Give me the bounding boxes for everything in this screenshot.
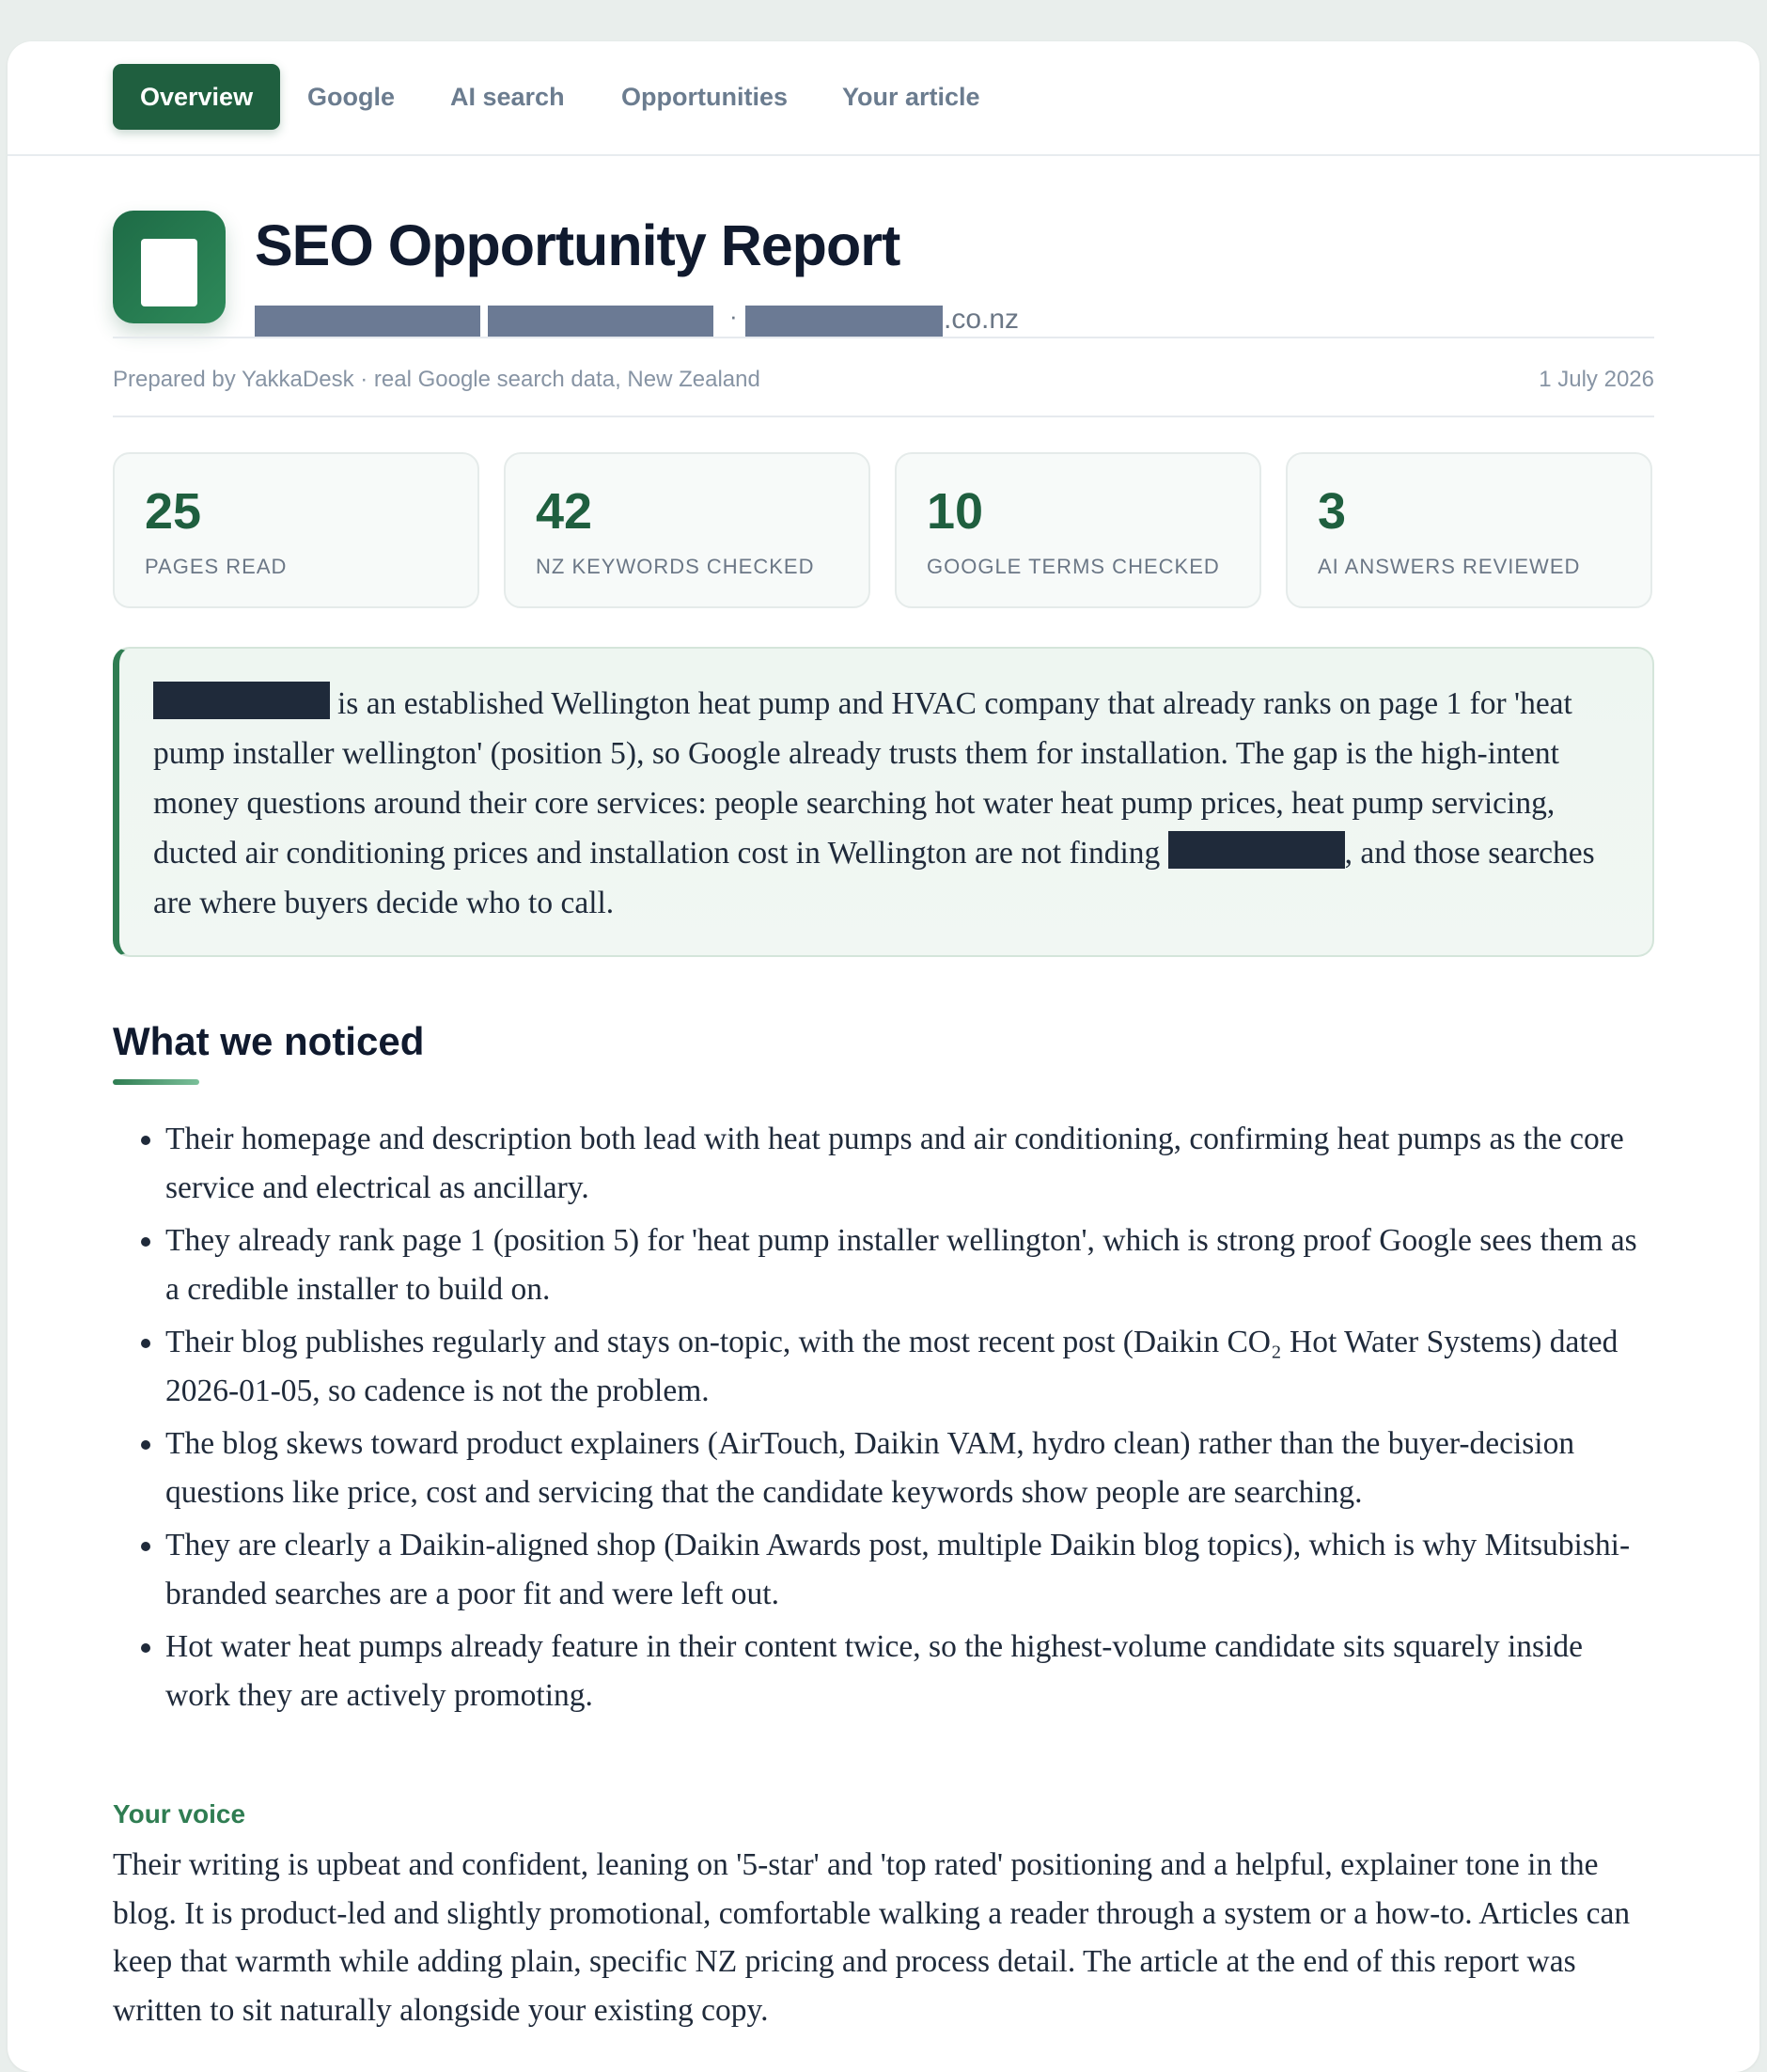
heading-underline: [113, 1079, 199, 1085]
stat-card-ai-answers: [1286, 452, 1652, 608]
voice-text: Their writing is upbeat and confident, leaning on '5-star' and 'top rated' positioning and a helpful, explainer tone in the blog. It is product-led and slightly promotional, comfortable walking a reader through a system or a how-to. Articles can keep that warmth while adding plain, specific NZ pricing and process detail. The article at the end of this report was written to sit naturally alongside your existing copy.: [113, 1847, 1631, 2028]
page-title: SEO Opportunity Report: [255, 213, 900, 277]
list-item: • They are clearly a Daikin-aligned shop (Daikin Awards post, multiple Daikin blog topics), which is why Mitsubishi-branded searches are a poor fit and were left out.: [165, 1521, 1654, 1618]
stat-value: 42: [536, 483, 593, 540]
stat-label: AI ANSWERS REVIEWED: [1318, 555, 1581, 578]
summary-text-end: , and those searches are where buyers decide who to call.: [153, 836, 1595, 920]
tab-your-article[interactable]: Your article: [842, 83, 980, 111]
redacted-block: [255, 306, 480, 337]
report-card: [8, 41, 1759, 2072]
divider: [113, 416, 1654, 417]
tab-opportunities[interactable]: Opportunities: [621, 83, 788, 111]
stat-label: NZ KEYWORDS CHECKED: [536, 555, 815, 578]
redacted-block: [153, 682, 330, 719]
report-date: 1 July 2026: [1539, 367, 1654, 392]
redacted-block: [745, 306, 943, 337]
section-heading-noticed: What we noticed: [113, 1019, 425, 1063]
stat-label: GOOGLE TERMS CHECKED: [927, 555, 1220, 578]
stat-label: PAGES READ: [145, 555, 288, 578]
summary-callout: [113, 647, 1654, 957]
tab-google[interactable]: Google: [307, 83, 395, 111]
summary-text: is an established Wellington heat pump and HVAC company that already ranks on page 1 for 'heat pump installer wellington' (position 5), so Google already trusts them for installation. The gap is the high-intent money questions around their core services: people searching hot water heat pump prices, heat pump servicing, ducted air conditioning prices and installation cost in Wellington are not finding: [153, 686, 1572, 871]
stat-value: 25: [145, 483, 202, 540]
redacted-block: [1168, 831, 1345, 869]
report-logo-icon: [113, 211, 226, 323]
domain-separator: ·: [729, 302, 738, 330]
domain-suffix: .co.nz: [944, 304, 1020, 335]
noticed-list: [113, 1115, 1654, 1724]
list-item: • Hot water heat pumps already feature in their content twice, so the highest-volume candidate sits squarely inside work they are actively promoting.: [165, 1623, 1654, 1719]
list-item: • The blog skews toward product explainers (AirTouch, Daikin VAM, hydro clean) rather than the buyer-decision questions like price, cost and servicing that the candidate keywords show people are searching.: [165, 1420, 1654, 1516]
list-item: • They already rank page 1 (position 5) for 'heat pump installer wellington', which is strong proof Google sees them as a credible installer to build on.: [165, 1217, 1654, 1313]
divider: [113, 337, 1654, 338]
list-item: • Their blog publishes regularly and stays on-topic, with the most recent post (Daikin CO₂ Hot Water Systems) dated 2026-01-05, so cadence is not the problem.: [165, 1318, 1654, 1415]
stat-card-google-terms: [895, 452, 1261, 608]
voice-heading: Your voice: [113, 1799, 246, 1829]
stat-card-pages-read: [113, 452, 479, 608]
tab-overview[interactable]: Overview: [113, 64, 280, 130]
redacted-block: [488, 306, 713, 337]
stat-value: 10: [927, 483, 984, 540]
stat-value: 3: [1318, 483, 1347, 540]
tab-ai-search[interactable]: AI search: [450, 83, 565, 111]
stat-card-keywords: [504, 452, 870, 608]
top-nav: [8, 41, 1759, 156]
list-item: • Their homepage and description both lead with heat pumps and air conditioning, confirming heat pumps as the core service and electrical as ancillary.: [165, 1115, 1654, 1212]
prepared-by: Prepared by YakkaDesk · real Google search data, New Zealand: [113, 367, 760, 392]
